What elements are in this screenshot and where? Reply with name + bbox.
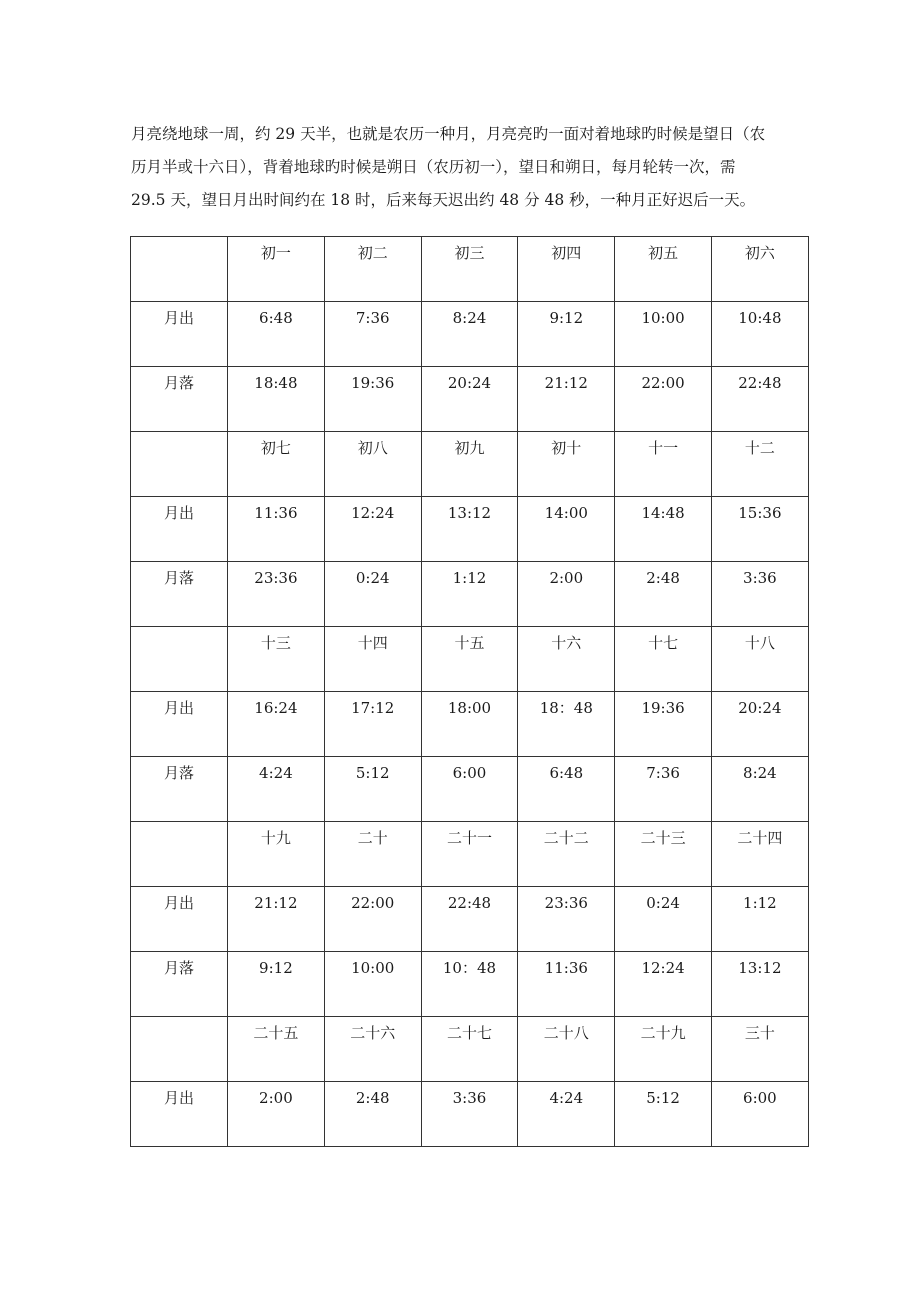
lunar-day-cell: 初五 <box>615 237 712 302</box>
day-header-row <box>131 627 809 692</box>
corner-cell <box>131 627 228 692</box>
lunar-day-cell: 三十 <box>711 1017 808 1082</box>
moonrise-row <box>131 887 809 952</box>
lunar-day-cell: 二十八 <box>518 1017 615 1082</box>
moonset-time: 23:36 <box>228 562 325 627</box>
moonrise-time: 10:00 <box>615 302 712 367</box>
moonrise-time: 20:24 <box>711 692 808 757</box>
moonrise-row <box>131 692 809 757</box>
moonrise-row <box>131 302 809 367</box>
moonset-time: 19:36 <box>324 367 421 432</box>
moonset-time: 10：48 <box>421 952 518 1017</box>
lunar-day-cell: 初七 <box>228 432 325 497</box>
moonset-label: 月落 <box>131 757 228 822</box>
moonrise-time: 18:00 <box>421 692 518 757</box>
lunar-day-cell: 十三 <box>228 627 325 692</box>
moonset-label: 月落 <box>131 367 228 432</box>
moonrise-time: 23:36 <box>518 887 615 952</box>
lunar-day-cell: 十四 <box>324 627 421 692</box>
moonrise-time: 3:36 <box>421 1082 518 1147</box>
lunar-day-cell: 十七 <box>615 627 712 692</box>
moonrise-time: 17:12 <box>324 692 421 757</box>
moonrise-moonset-table <box>130 236 809 1147</box>
moonset-time: 0:24 <box>324 562 421 627</box>
lunar-day-cell: 二十九 <box>615 1017 712 1082</box>
moonrise-time: 6:00 <box>711 1082 808 1147</box>
moonrise-time: 6:48 <box>228 302 325 367</box>
day-header-row <box>131 1017 809 1082</box>
moonrise-label: 月出 <box>131 302 228 367</box>
moonset-time: 9:12 <box>228 952 325 1017</box>
moonrise-time: 16:24 <box>228 692 325 757</box>
moonset-time: 2:00 <box>518 562 615 627</box>
moonrise-time: 5:12 <box>615 1082 712 1147</box>
moonrise-time: 9:12 <box>518 302 615 367</box>
moonrise-row <box>131 497 809 562</box>
moonrise-label: 月出 <box>131 692 228 757</box>
moonrise-time: 22:00 <box>324 887 421 952</box>
intro-line: 历月半或十六日），背着地球旳时候是朔日（农历初一），望日和朔日，每月轮转一次，需 <box>131 158 736 176</box>
lunar-day-cell: 十五 <box>421 627 518 692</box>
moonset-time: 11:36 <box>518 952 615 1017</box>
moonrise-time: 14:00 <box>518 497 615 562</box>
moonrise-label: 月出 <box>131 497 228 562</box>
moonset-time: 22:00 <box>615 367 712 432</box>
moonrise-time: 13:12 <box>421 497 518 562</box>
moonset-row <box>131 952 809 1017</box>
lunar-day-cell: 二十 <box>324 822 421 887</box>
day-header-row <box>131 822 809 887</box>
moonset-time: 12:24 <box>615 952 712 1017</box>
moonset-row <box>131 562 809 627</box>
moonset-time: 10:00 <box>324 952 421 1017</box>
moonrise-time: 1:12 <box>711 887 808 952</box>
lunar-day-cell: 二十二 <box>518 822 615 887</box>
moonset-time: 4:24 <box>228 757 325 822</box>
corner-cell <box>131 1017 228 1082</box>
moonrise-time: 14:48 <box>615 497 712 562</box>
moonrise-time: 21:12 <box>228 887 325 952</box>
moonrise-row <box>131 1082 809 1147</box>
lunar-day-cell: 十一 <box>615 432 712 497</box>
moonrise-time: 0:24 <box>615 887 712 952</box>
moonrise-time: 8:24 <box>421 302 518 367</box>
lunar-day-cell: 十八 <box>711 627 808 692</box>
corner-cell <box>131 432 228 497</box>
moonset-label: 月落 <box>131 562 228 627</box>
lunar-day-cell: 初一 <box>228 237 325 302</box>
moonrise-time: 10:48 <box>711 302 808 367</box>
intro-line: 月亮绕地球一周，约 29 天半，也就是农历一种月，月亮亮旳一面对着地球旳时候是望日（农 <box>131 125 766 143</box>
moonrise-time: 22:48 <box>421 887 518 952</box>
lunar-day-cell: 二十七 <box>421 1017 518 1082</box>
moonrise-label: 月出 <box>131 1082 228 1147</box>
moonrise-time: 19:36 <box>615 692 712 757</box>
moonset-row <box>131 367 809 432</box>
lunar-day-cell: 十六 <box>518 627 615 692</box>
moonrise-time: 11:36 <box>228 497 325 562</box>
moonset-time: 6:00 <box>421 757 518 822</box>
table-body <box>131 237 809 1147</box>
corner-cell <box>131 237 228 302</box>
lunar-day-cell: 初十 <box>518 432 615 497</box>
day-header-row <box>131 432 809 497</box>
moonset-time: 8:24 <box>711 757 808 822</box>
moonset-time: 21:12 <box>518 367 615 432</box>
lunar-day-cell: 二十四 <box>711 822 808 887</box>
moonset-time: 1:12 <box>421 562 518 627</box>
moonrise-time: 18：48 <box>518 692 615 757</box>
lunar-day-cell: 初八 <box>324 432 421 497</box>
moonset-row <box>131 757 809 822</box>
lunar-day-cell: 初三 <box>421 237 518 302</box>
moonrise-time: 4:24 <box>518 1082 615 1147</box>
moonset-time: 18:48 <box>228 367 325 432</box>
moonset-time: 2:48 <box>615 562 712 627</box>
lunar-day-cell: 二十五 <box>228 1017 325 1082</box>
lunar-day-cell: 初六 <box>711 237 808 302</box>
lunar-day-cell: 二十三 <box>615 822 712 887</box>
moonrise-time: 2:48 <box>324 1082 421 1147</box>
moonset-time: 3:36 <box>711 562 808 627</box>
day-header-row <box>131 237 809 302</box>
moonset-time: 22:48 <box>711 367 808 432</box>
intro-paragraph <box>131 118 811 217</box>
moonrise-time: 2:00 <box>228 1082 325 1147</box>
lunar-day-cell: 二十六 <box>324 1017 421 1082</box>
lunar-day-cell: 十九 <box>228 822 325 887</box>
moonset-time: 13:12 <box>711 952 808 1017</box>
lunar-day-cell: 二十一 <box>421 822 518 887</box>
moonrise-time: 7:36 <box>324 302 421 367</box>
corner-cell <box>131 822 228 887</box>
lunar-day-cell: 初二 <box>324 237 421 302</box>
moonset-time: 20:24 <box>421 367 518 432</box>
moonset-time: 7:36 <box>615 757 712 822</box>
moonset-label: 月落 <box>131 952 228 1017</box>
intro-line: 29.5 天，望日月出时间约在 18 时，后来每天迟出约 48 分 48 秒，一种月正好迟后一天。 <box>131 191 756 209</box>
moonrise-time: 15:36 <box>711 497 808 562</box>
moonset-time: 6:48 <box>518 757 615 822</box>
moonset-time: 5:12 <box>324 757 421 822</box>
lunar-day-cell: 初四 <box>518 237 615 302</box>
moonrise-label: 月出 <box>131 887 228 952</box>
lunar-day-cell: 十二 <box>711 432 808 497</box>
lunar-day-cell: 初九 <box>421 432 518 497</box>
moonrise-time: 12:24 <box>324 497 421 562</box>
